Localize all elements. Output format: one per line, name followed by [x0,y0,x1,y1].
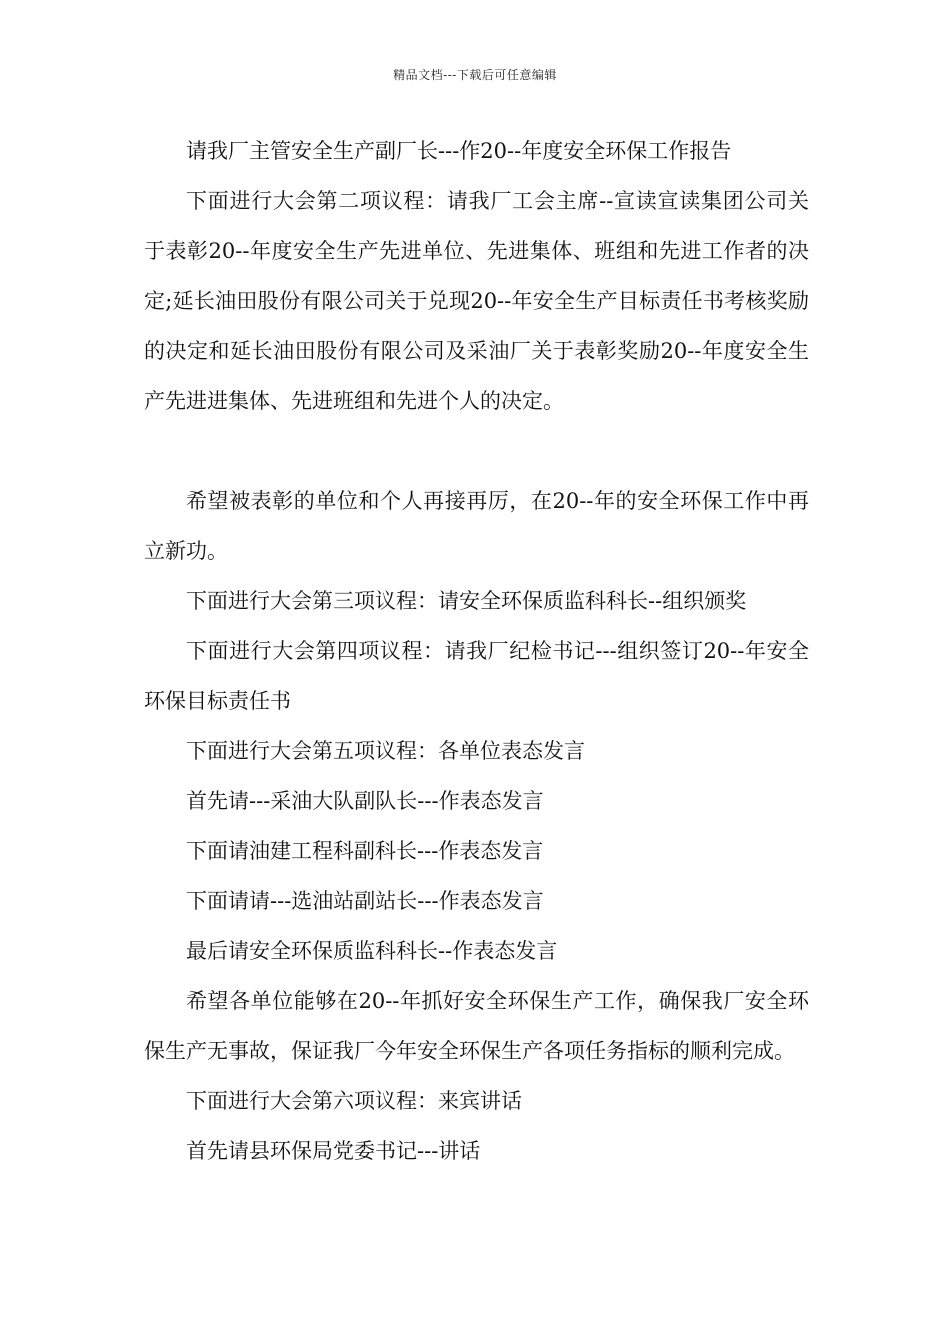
paragraph-5: 下面进行大会第四项议程：请我厂纪检书记---组织签订20--年安全环保目标责任书 [144,639,809,713]
paragraph-7: 首先请---采油大队副队长---作表态发言 [186,789,544,813]
paragraph-12: 下面进行大会第六项议程：来宾讲话 [186,1089,522,1113]
paragraph-9: 下面请请---选油站副站长---作表态发言 [186,889,544,913]
document-body [144,126,809,1176]
paragraph-2: 下面进行大会第二项议程：请我厂工会主席--宣读宣读集团公司关于表彰20--年度安全生产先进单位、先进集体、班组和先进工作者的决定;延长油田股份有限公司关于兑现20--年安全生产目标责任书考核奖励的决定和延长油田股份有限公司及采油厂关于表彰奖励20--年度安全生产先进进集体、先进班组和先进个人的决定。 [144,189,809,413]
paragraph-6: 下面进行大会第五项议程：各单位表态发言 [186,739,585,763]
paragraph-8: 下面请油建工程科副科长---作表态发言 [186,839,544,863]
page-header: 精品文档---下载后可任意编辑 [393,68,557,82]
paragraph-11: 希望各单位能够在20--年抓好安全环保生产工作，确保我厂安全环保生产无事故，保证我厂今年安全环保生产各项任务指标的顺利完成。 [144,989,809,1063]
paragraph-13: 首先请县环保局党委书记---讲话 [186,1139,481,1163]
paragraph-3: 希望被表彰的单位和个人再接再厉，在20--年的安全环保工作中再立新功。 [144,489,809,563]
blank-line [144,426,809,476]
paragraph-1: 请我厂主管安全生产副厂长---作20--年度安全环保工作报告 [186,139,732,163]
paragraph-4: 下面进行大会第三项议程：请安全环保质监科科长--组织颁奖 [186,589,747,613]
paragraph-10: 最后请安全环保质监科科长--作表态发言 [186,939,558,963]
